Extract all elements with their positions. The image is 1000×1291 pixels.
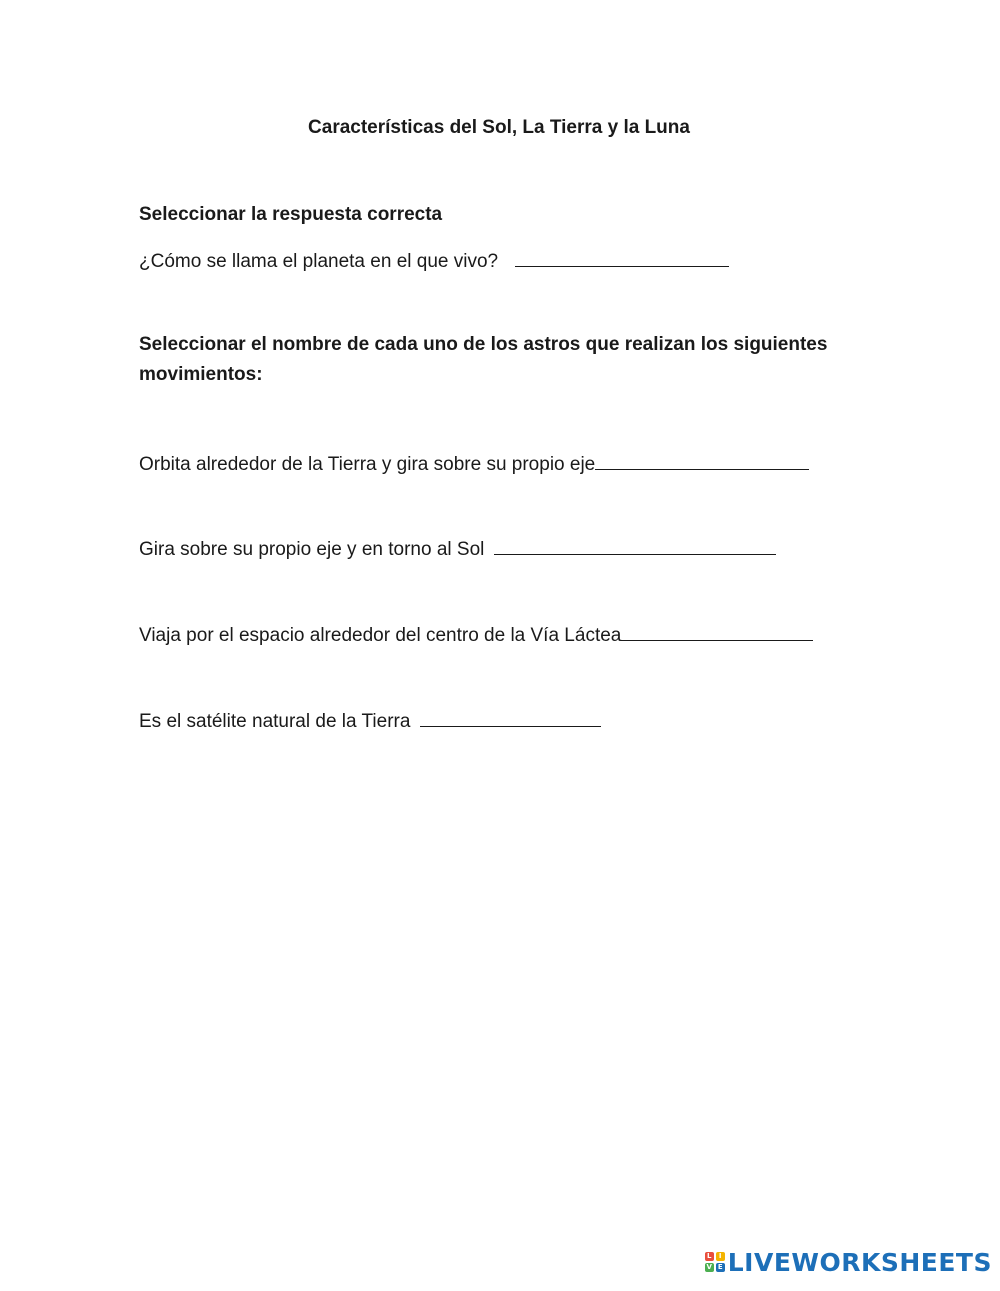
logo-block-v: V	[706, 1263, 712, 1271]
answer-sun-galaxy-blank[interactable]	[621, 622, 813, 641]
logo-block-l: L	[705, 1252, 714, 1261]
logo-text: LIVEWORKSHEETS	[727, 1247, 992, 1277]
movement-item-row	[139, 622, 813, 647]
logo-blocks-icon	[705, 1252, 725, 1272]
question-planet-text: ¿Cómo se llama el planeta en el que vivo?	[139, 251, 499, 272]
answer-earth-rotation-blank[interactable]	[494, 536, 776, 555]
answer-satellite-blank[interactable]	[420, 708, 601, 727]
movement-item-text: Gira sobre su propio eje y en torno al Sol	[139, 539, 485, 560]
answer-planet-blank[interactable]	[515, 248, 729, 267]
movement-item-text: Viaja por el espacio alrededor del centro de la Vía Láctea	[139, 625, 622, 646]
movement-item-row	[139, 708, 601, 733]
movement-item-text: Es el satélite natural de la Tierra	[139, 711, 411, 732]
movement-item-text: Orbita alrededor de la Tierra y gira sobre su propio eje	[139, 454, 596, 475]
question-planet-row	[139, 248, 729, 273]
worksheet-title: Características del Sol, La Tierra y la Luna	[308, 117, 690, 138]
section1-heading: Seleccionar la respuesta correcta	[139, 204, 443, 225]
answer-moon-orbit-blank[interactable]	[595, 451, 809, 470]
logo-block-e: E	[716, 1263, 725, 1272]
liveworksheets-logo	[705, 1247, 992, 1277]
movement-item-row	[139, 536, 776, 561]
section2-heading: Seleccionar el nombre de cada uno de los astros que realizan los siguientes movimientos:	[139, 334, 828, 385]
movement-item-row	[139, 451, 809, 476]
logo-block-i: I	[716, 1252, 725, 1261]
